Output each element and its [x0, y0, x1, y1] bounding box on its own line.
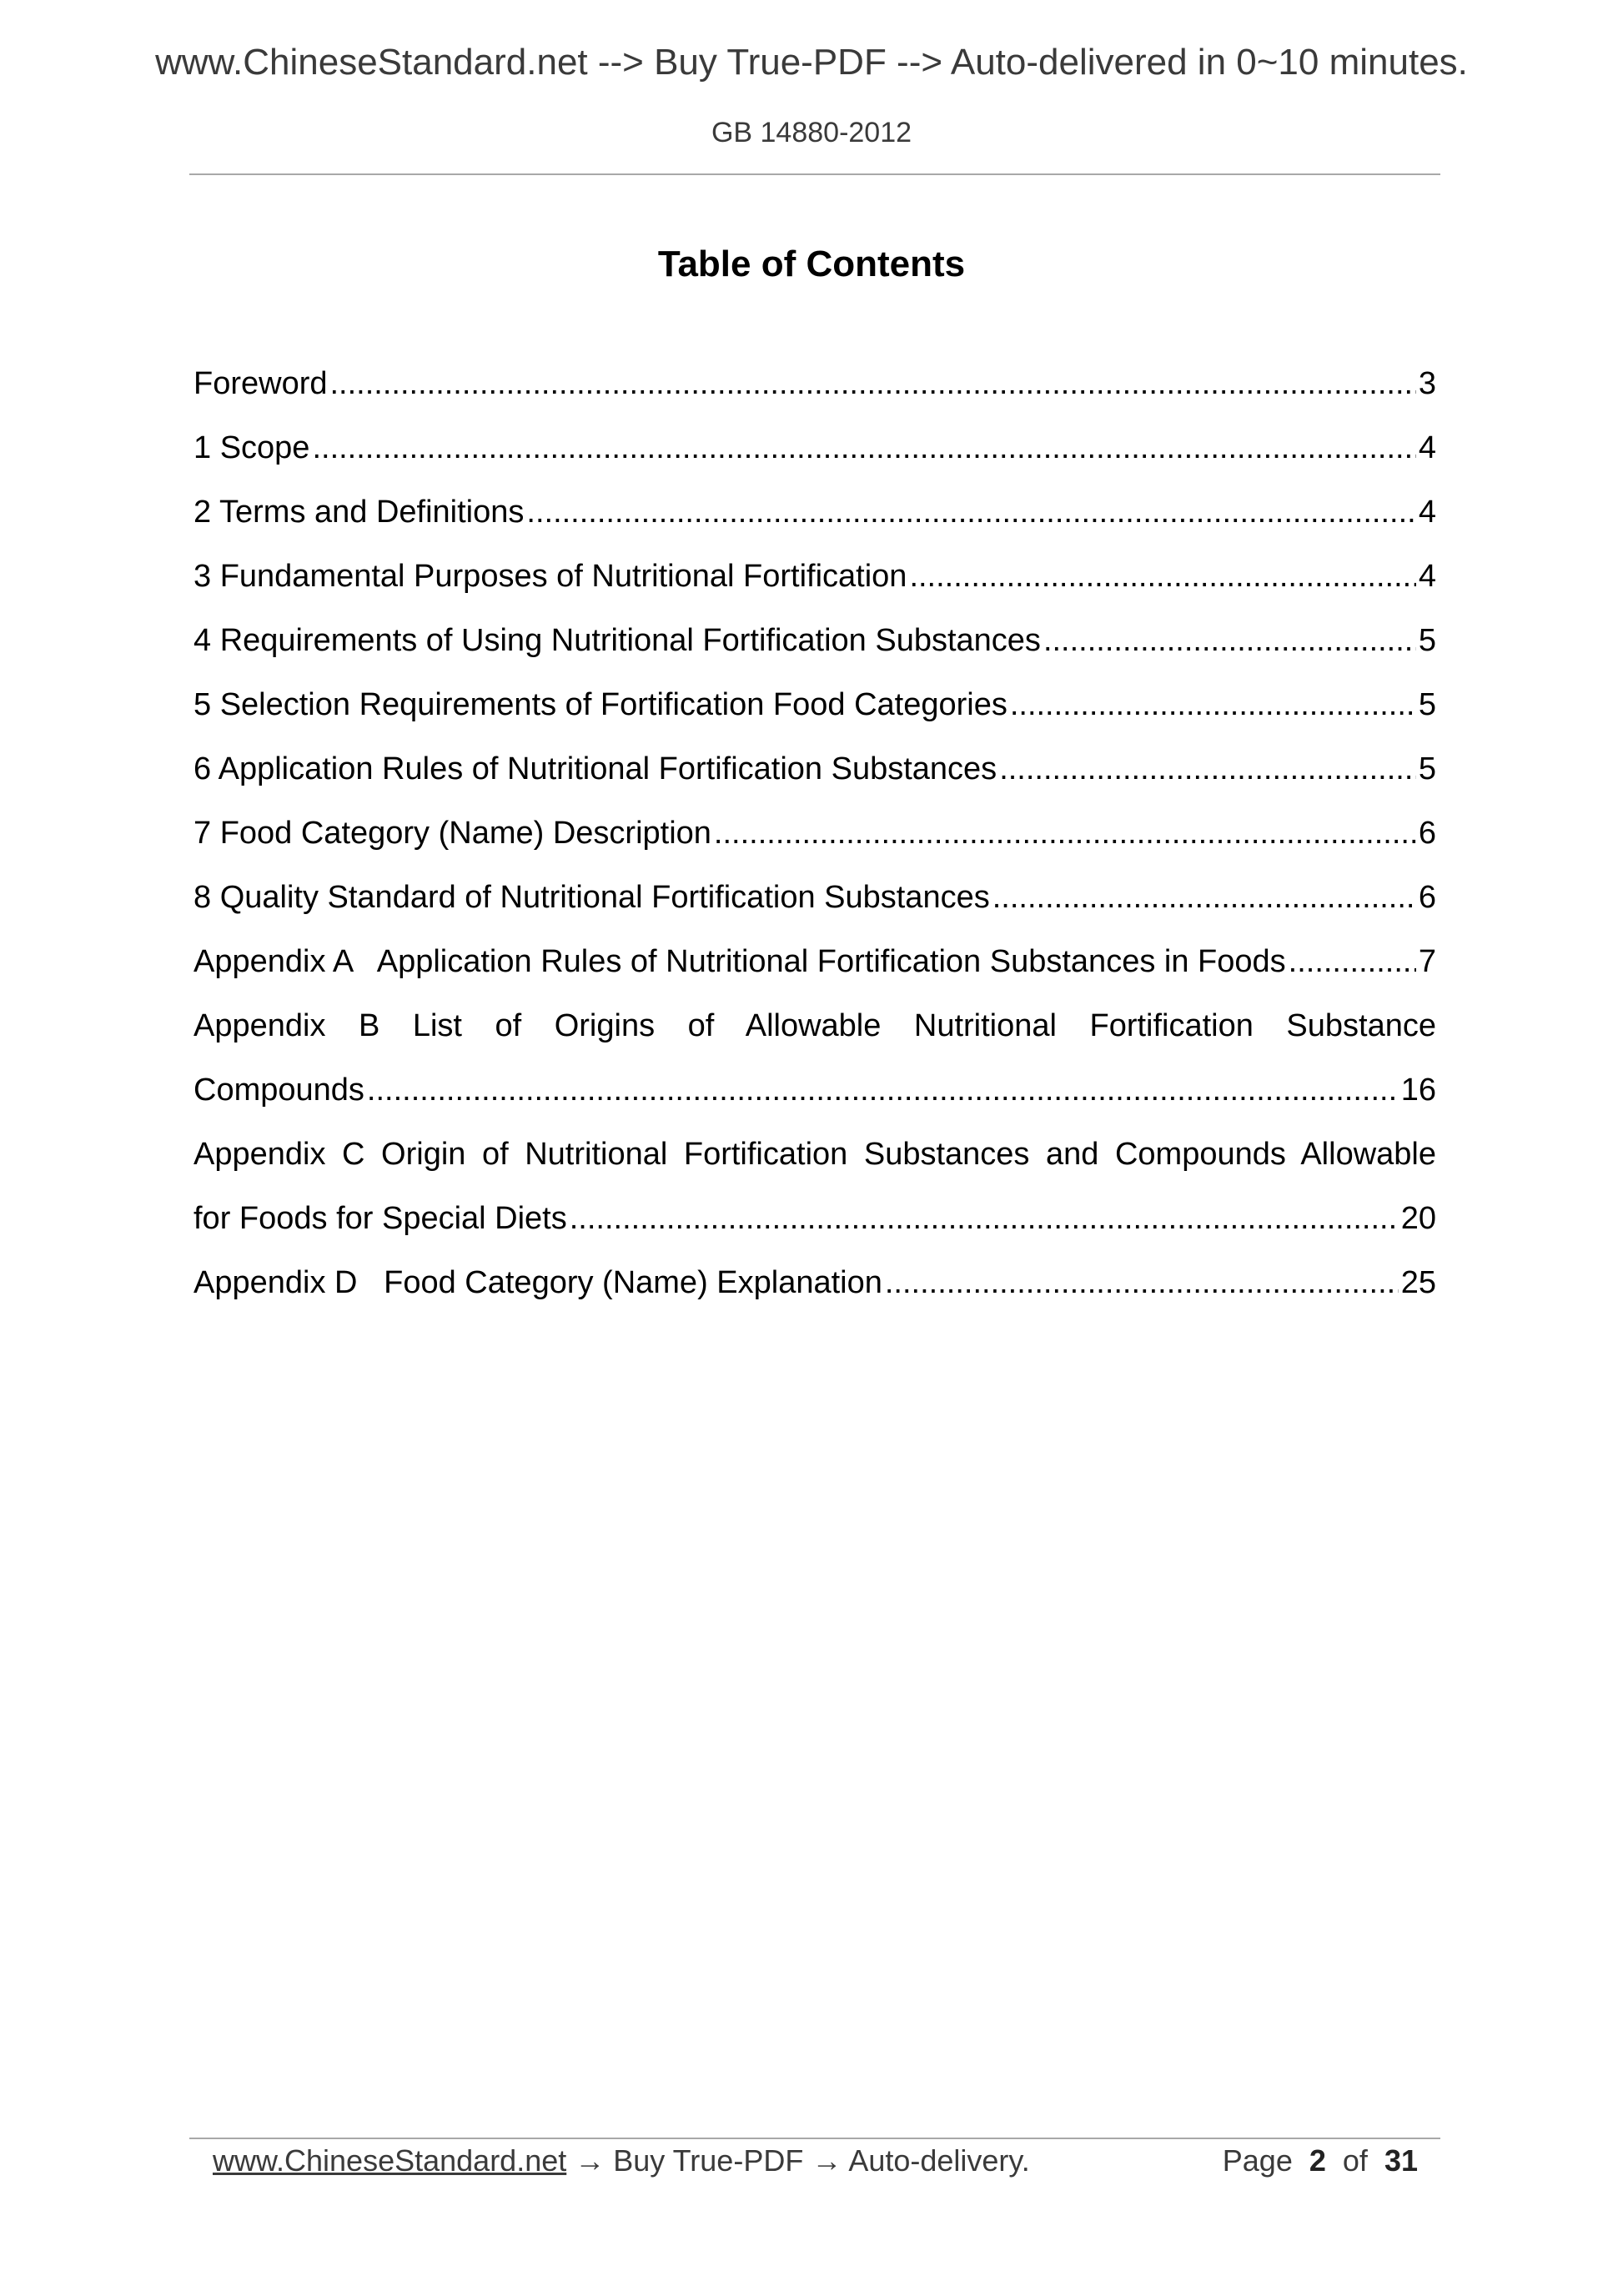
toc-entry-title: 4 Requirements of Using Nutritional Fortification Substances — [193, 623, 1041, 658]
toc-page-number: 3 — [1418, 366, 1436, 401]
toc-leader-dots — [367, 1070, 1399, 1110]
toc-leader-dots — [999, 749, 1416, 789]
header-divider — [189, 173, 1440, 175]
footer-left — [213, 2143, 1030, 2178]
toc-title: Table of Contents — [657, 244, 966, 284]
toc-entry-title: Appendix A Application Rules of Nutritional Fortification Substances in Foods — [193, 944, 1286, 979]
toc-entry-appendix-c-line1[interactable]: Appendix C Origin of Nutritional Fortification Substances and Compounds Allowable — [193, 1137, 1436, 1172]
current-page-number: 2 — [1309, 2143, 1326, 2178]
toc-entry-title: 8 Quality Standard of Nutritional Fortification Substances — [193, 880, 990, 915]
toc-entry-requirements[interactable] — [193, 620, 1436, 685]
toc-page-number: 4 — [1418, 495, 1436, 530]
page-footer — [213, 2143, 1418, 2178]
toc-page-number: 6 — [1418, 816, 1436, 851]
toc-entry-title: 2 Terms and Definitions — [193, 495, 525, 530]
toc-entry-title: for Foods for Special Diets — [193, 1201, 567, 1236]
toc-entry-foreword[interactable] — [193, 364, 1436, 428]
toc-entry-application-rules[interactable] — [193, 749, 1436, 813]
toc-entry-appendix-b-line1[interactable]: Appendix B List of Origins of Allowable Nutritional Fortification Substance — [193, 1008, 1436, 1043]
toc-leader-dots — [909, 556, 1415, 596]
toc-entry-title: Compounds — [193, 1073, 364, 1108]
document-code: GB 14880-2012 — [711, 117, 912, 148]
toc-entry-title: 1 Scope — [193, 430, 310, 465]
toc-entry-appendix-b[interactable] — [193, 1070, 1436, 1134]
toc-leader-dots — [1043, 620, 1416, 661]
toc-page-number: 7 — [1418, 944, 1436, 979]
toc-leader-dots — [992, 877, 1416, 917]
footer-site-link[interactable]: www.ChineseStandard.net — [213, 2143, 567, 2178]
toc-entry-title: 7 Food Category (Name) Description — [193, 816, 711, 851]
footer-divider — [189, 2138, 1440, 2139]
toc-page-number: 4 — [1418, 430, 1436, 465]
toc-page-number: 20 — [1400, 1201, 1436, 1236]
toc-entry-scope[interactable] — [193, 428, 1436, 492]
toc-page-number: 5 — [1418, 751, 1436, 786]
toc-entry-title: Appendix D Food Category (Name) Explanation — [193, 1265, 882, 1300]
toc-page-number: 5 — [1418, 623, 1436, 658]
toc-page-number: 6 — [1418, 880, 1436, 915]
toc-entry-purposes[interactable] — [193, 556, 1436, 620]
toc-page-number: 4 — [1418, 559, 1436, 594]
page-indicator — [1223, 2143, 1418, 2178]
toc-entry-title: 6 Application Rules of Nutritional Fortification Substances — [193, 751, 997, 786]
toc-entry-appendix-a[interactable] — [193, 942, 1436, 1006]
page-of-label: of — [1342, 2143, 1368, 2178]
toc-leader-dots — [312, 428, 1415, 468]
toc-entry-appendix-c[interactable] — [193, 1198, 1436, 1263]
toc-entry-title: 5 Selection Requirements of Fortification Food Categories — [193, 687, 1007, 722]
toc-entry-selection[interactable] — [193, 685, 1436, 749]
toc-entry-food-category[interactable] — [193, 813, 1436, 877]
toc-entry-appendix-d[interactable] — [193, 1263, 1436, 1327]
toc-page-number: 16 — [1400, 1073, 1436, 1108]
toc-entry-title: 3 Fundamental Purposes of Nutritional Fortification — [193, 559, 907, 594]
total-page-count: 31 — [1384, 2143, 1418, 2178]
toc-leader-dots — [885, 1263, 1399, 1303]
page-label: Page — [1222, 2143, 1293, 2178]
toc-leader-dots — [330, 364, 1416, 404]
toc-leader-dots — [714, 813, 1416, 853]
toc-leader-dots — [526, 492, 1415, 532]
toc-leader-dots — [570, 1198, 1399, 1238]
toc-entry-title: Foreword — [193, 366, 328, 401]
toc-entry-quality-standard[interactable] — [193, 877, 1436, 942]
toc-leader-dots — [1010, 685, 1416, 725]
toc-page-number: 5 — [1418, 687, 1436, 722]
toc-entry-terms[interactable] — [193, 492, 1436, 556]
table-of-contents — [193, 364, 1436, 1327]
toc-leader-dots — [1289, 942, 1416, 982]
footer-tagline: → Buy True-PDF → Auto-delivery. — [566, 2143, 1030, 2178]
toc-page-number: 25 — [1400, 1265, 1436, 1300]
top-banner: www.ChineseStandard.net --> Buy True-PDF --> Auto-delivered in 0~10 minutes. — [155, 42, 1468, 83]
